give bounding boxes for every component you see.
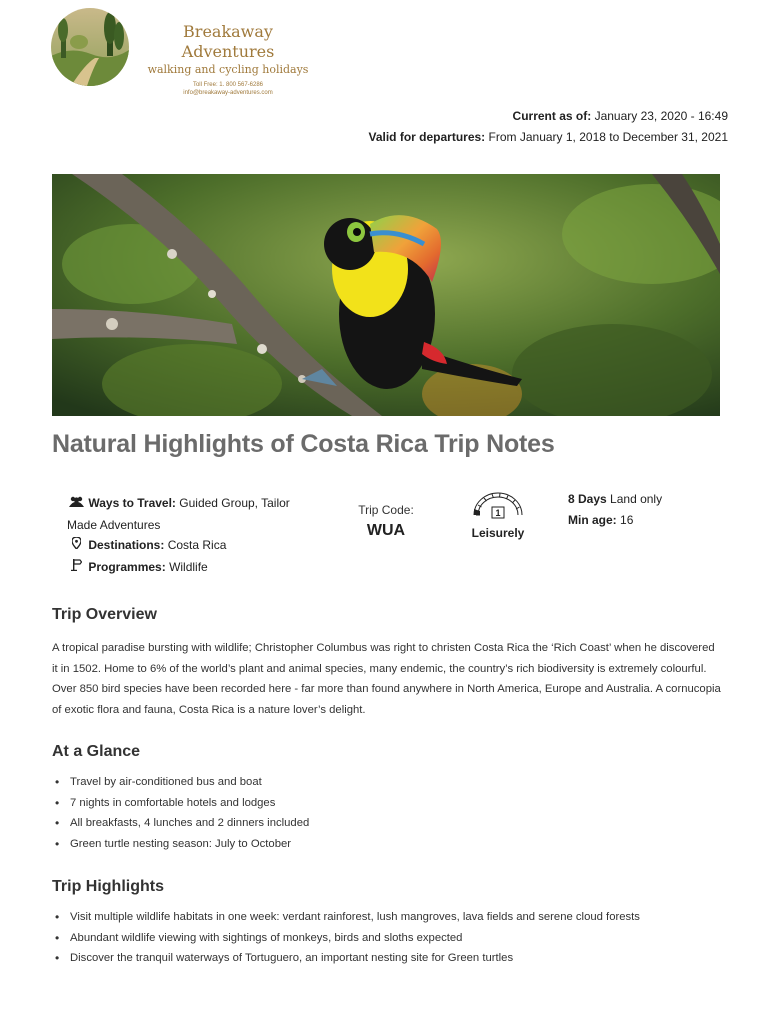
current-value: January 23, 2020 - 16:49 xyxy=(594,109,728,123)
highlights-list xyxy=(52,907,640,969)
group-icon xyxy=(67,494,85,515)
valid-for-departures xyxy=(368,127,728,148)
current-label: Current as of: xyxy=(512,109,592,123)
activity-gauge-icon xyxy=(468,489,528,521)
ways-value: Guided Group, Tailor Made Adventures xyxy=(67,496,290,532)
activity-level-number: 1 xyxy=(495,508,501,518)
highlights-heading: Trip Highlights xyxy=(52,878,164,895)
min-age-row xyxy=(568,510,662,531)
duration-row xyxy=(568,489,662,510)
min-age-label: Min age: xyxy=(568,512,617,527)
current-as-of xyxy=(368,106,728,127)
company-logo xyxy=(51,8,129,86)
duration-days: 8 Days xyxy=(568,492,607,506)
list-item: • Visit multiple wildlife habitats in one week: verdant rainforest, lush mangroves, lava fields and serene cloud forests xyxy=(52,907,640,928)
destinations-label: Destinations: xyxy=(88,538,165,552)
duration-note: Land only xyxy=(610,492,663,506)
list-item: • Travel by air-conditioned bus and boat xyxy=(52,772,309,793)
list-item: • All breakfasts, 4 lunches and 2 dinners included xyxy=(52,813,309,834)
glance-heading: At a Glance xyxy=(52,743,141,760)
brand-tagline: walking and cycling holidays xyxy=(147,63,309,76)
programmes xyxy=(67,557,307,579)
programmes-value: Wildlife xyxy=(169,559,208,574)
signpost-icon xyxy=(67,558,85,579)
destinations-value: Costa Rica xyxy=(167,538,227,552)
brand-email: info@breakaway-adventures.com xyxy=(183,90,273,96)
min-age-value: 16 xyxy=(620,512,634,527)
activity-level-label: Leisurely xyxy=(471,526,525,540)
overview-heading: Trip Overview xyxy=(52,606,157,623)
document-meta xyxy=(368,106,728,148)
destinations xyxy=(67,535,307,557)
glance-list xyxy=(52,772,309,854)
valid-value: From January 1, 2018 to December 31, 2021 xyxy=(488,130,728,144)
list-item: • Green turtle nesting season: July to October xyxy=(52,834,309,855)
list-item: • Abundant wildlife viewing with sightings of monkeys, birds and sloths expected xyxy=(52,928,640,949)
valid-label: Valid for departures: xyxy=(368,130,486,144)
trip-duration xyxy=(568,489,662,530)
ways-label: Ways to Travel: xyxy=(88,496,176,510)
trip-facts xyxy=(67,493,307,578)
overview-text: A tropical paradise bursting with wildlife; Christopher Columbus was right to christen Costa Rica the ‘Rich Coast’ when he discovered it in 1502. Home to 6% of the world’s plant and animal species, many endemic, the country’s rich biodiversity is extremely colourful. Over 850 bird species have been recorded here - far more than found anywhere in North America, Europe and Australia. A cornucopia of exotic flora and fauna, Costa Rica is a nature lover’s delight. xyxy=(52,642,721,716)
trip-code-value: WUA xyxy=(366,522,406,539)
map-pin-icon xyxy=(67,536,85,557)
ways-to-travel xyxy=(67,493,307,535)
trip-code-label: Trip Code: xyxy=(358,503,414,517)
list-item: • 7 nights in comfortable hotels and lodges xyxy=(52,793,309,814)
brand-phone: Toll Free: 1. 800 567-6286 xyxy=(192,82,264,88)
trip-code xyxy=(340,503,432,540)
brand-name: Breakaway Adventures xyxy=(181,22,275,61)
activity-level xyxy=(468,489,528,540)
hero-image-toucan xyxy=(52,174,720,416)
page-title: Natural Highlights of Costa Rica Trip Notes xyxy=(52,430,555,458)
list-item: • Discover the tranquil waterways of Tortuguero, an important nesting site for Green turtles xyxy=(52,948,640,969)
programmes-label: Programmes: xyxy=(88,559,166,574)
brand-block xyxy=(143,22,313,97)
